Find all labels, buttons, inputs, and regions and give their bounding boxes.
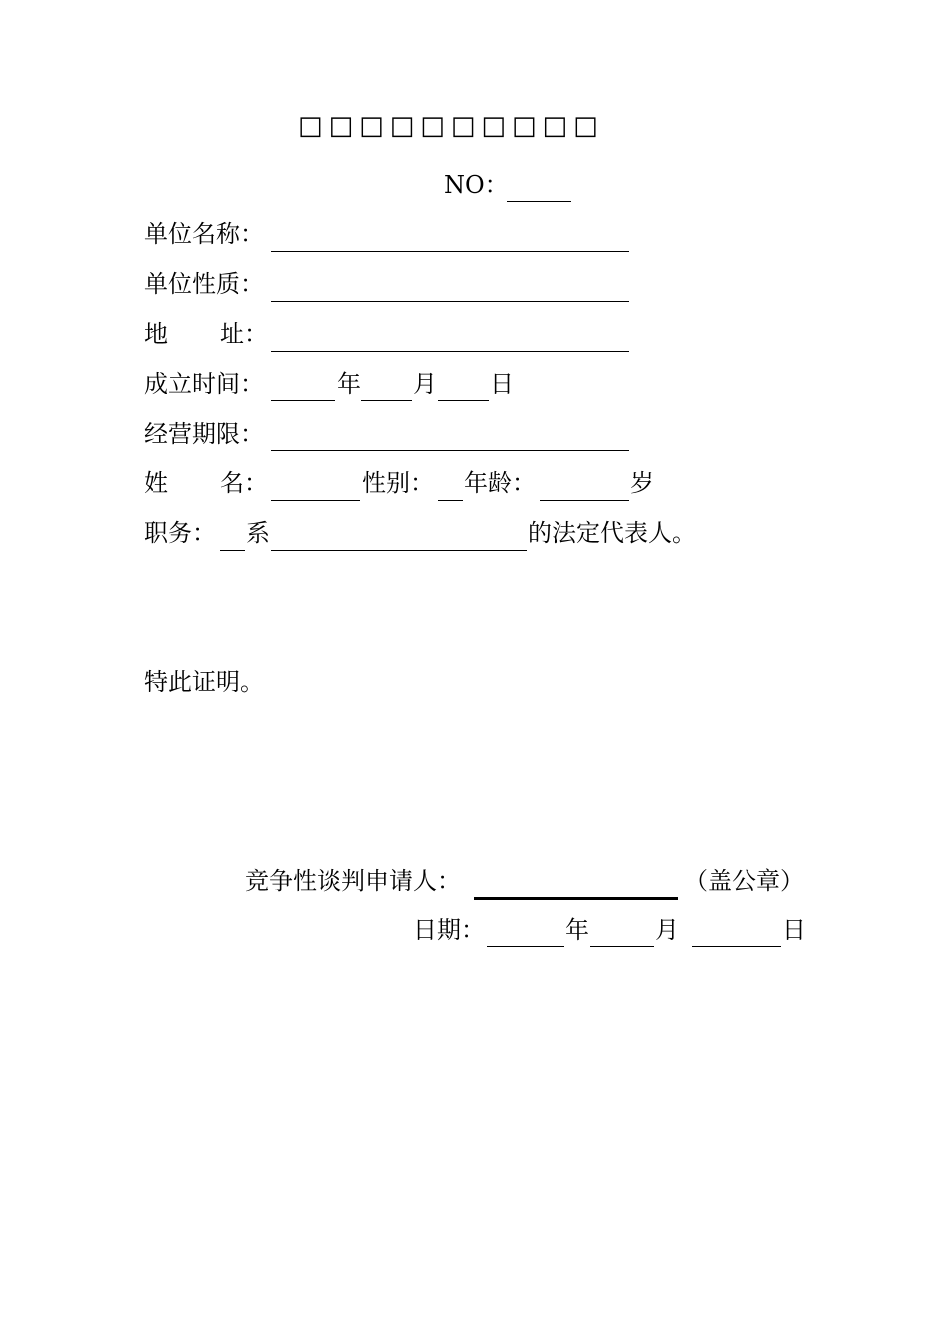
company-field[interactable]: [271, 550, 527, 551]
established-month-unit: 月: [413, 370, 437, 398]
age-label: 年龄：: [464, 469, 536, 497]
established-day-unit: 日: [490, 370, 514, 398]
position-connector: 系: [246, 519, 270, 547]
address-label-char2: 址：: [220, 320, 268, 348]
established-day-field[interactable]: [438, 400, 489, 401]
seal-note: （盖公章）: [684, 867, 804, 895]
unit-name-field[interactable]: [271, 251, 629, 252]
unit-nature-field[interactable]: [271, 301, 629, 302]
operating-period-field[interactable]: [271, 450, 629, 451]
person-name-label-char1: 姓: [144, 469, 168, 497]
position-label: 职务：: [144, 519, 216, 547]
age-unit: 岁: [630, 469, 654, 497]
date-year-field[interactable]: [487, 946, 564, 947]
established-year-field[interactable]: [271, 400, 335, 401]
age-field[interactable]: [540, 500, 629, 501]
date-month-unit: 月: [655, 916, 679, 944]
number-field[interactable]: [507, 201, 571, 202]
applicant-label: 竞争性谈判申请人：: [245, 867, 461, 895]
unit-nature-label: 单位性质：: [144, 270, 264, 298]
established-month-field[interactable]: [361, 400, 412, 401]
date-label: 日期：: [413, 916, 485, 944]
established-year-unit: 年: [337, 370, 361, 398]
person-name-label-char2: 名：: [220, 469, 268, 497]
address-field[interactable]: [271, 351, 629, 352]
person-name-field[interactable]: [271, 500, 360, 501]
date-day-unit: 日: [782, 916, 806, 944]
established-label: 成立时间：: [144, 370, 264, 398]
address-label-char1: 地: [144, 320, 168, 348]
gender-label: 性别：: [362, 469, 434, 497]
gender-field[interactable]: [438, 500, 463, 501]
document-title: □□□□□□□□□□: [298, 111, 604, 141]
applicant-field[interactable]: [474, 897, 678, 900]
operating-period-label: 经营期限：: [144, 420, 264, 448]
legal-rep-suffix: 的法定代表人。: [528, 519, 696, 547]
certify-text: 特此证明。: [144, 668, 264, 696]
date-year-unit: 年: [565, 916, 589, 944]
unit-name-label: 单位名称：: [144, 220, 264, 248]
position-field[interactable]: [220, 550, 245, 551]
date-day-field[interactable]: [692, 946, 781, 947]
number-label: NO：: [444, 171, 509, 199]
date-month-field[interactable]: [590, 946, 654, 947]
